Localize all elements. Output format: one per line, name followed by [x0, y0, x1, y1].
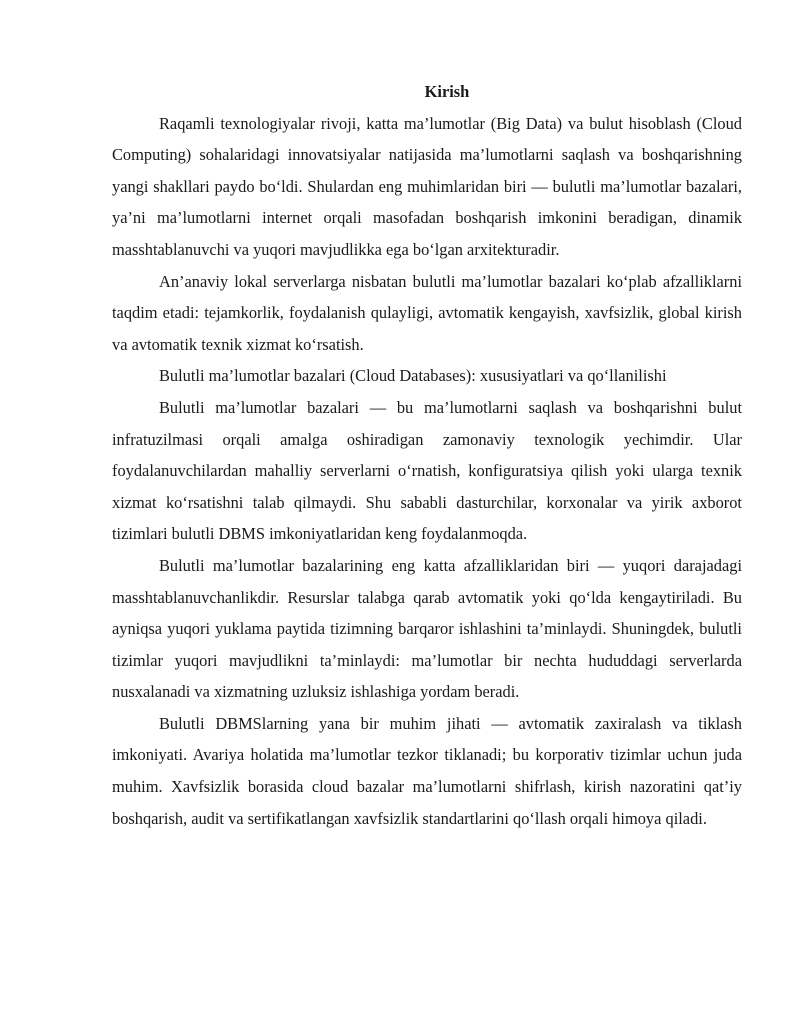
paragraph-intro: Raqamli texnologiyalar rivoji, katta ma’lumotlar (Big Data) va bulut hisoblash (Cloud Computing) sohalaridagi innovatsiyalar natijasida ma’lumotlarni saqlash va boshqarishning yangi shakllari paydo bo‘ldi. Shulardan eng muhimlaridan biri — bulutli ma’lumotlar bazalari, ya’ni ma’lumotlarni internet orqali masofadan boshqarish imkonini beradigan, dinamik masshtablanuvchi va yuqori mavjudlikka ega bo‘lgan arxitekturadir.: [112, 113, 742, 259]
section-heading: Bulutli ma’lumotlar bazalari (Cloud Databases): xususiyatlari va qo‘llanilishi: [159, 366, 667, 386]
paragraph-backup-security: Bulutli DBMSlarning yana bir muhim jihati — avtomatik zaxiralash va tiklash imkoniyati. Avariya holatida ma’lumotlar tezkor tiklanadi; bu korporativ tizimlar uchun juda muhim. Xavfsizlik borasida cloud bazalar ma’lumotlarni shifrlash, kirish nazoratini qat’iy boshqarish, audit va sertifikatlangan xavfsizlik standartlarini qo‘llash orqali himoya qiladi.: [112, 713, 742, 828]
paragraph-advantages: An’anaviy lokal serverlarga nisbatan bulutli ma’lumotlar bazalari ko‘plab afzalliklarni taqdim etadi: tejamkorlik, foydalanish qulayligi, avtomatik kengayish, xavfsizlik, global kirish va avtomatik texnik xizmat ko‘rsatish.: [112, 271, 742, 354]
document-body: [112, 76, 742, 834]
paragraph-scalability: Bulutli ma’lumotlar bazalarining eng katta afzalliklaridan biri — yuqori darajadagi masshtablanuvchanlikdir. Resurslar talabga qarab avtomatik yoki qo‘lda kengaytiriladi. Bu ayniqsa yuqori yuklama paytida tizimning barqaror ishlashini ta’minlaydi. Shuningdek, bulutli tizimlar yuqori mavjudlikni ta’minlaydi: ma’lumotlar bir nechta hududdagi serverlarda nusxalanadi va xizmatning uzluksiz ishlashiga yordam beradi.: [112, 555, 742, 702]
paragraph-definition: Bulutli ma’lumotlar bazalari — bu ma’lumotlarni saqlash va boshqarishni bulut infratuzilmasi orqali amalga oshiradigan zamonaviy texnologik yechimdir. Ular foydalanuvchilardan mahalliy serverlarni o‘rnatish, konfiguratsiya qilish yoki ularga texnik xizmat ko‘rsatishni talab qilmaydi. Shu sababli dasturchilar, korxonalar va yirik axborot tizimlari bulutli DBMS imkoniyatlaridan keng foydalanmoqda.: [112, 397, 742, 544]
document-title: Kirish: [424, 82, 470, 101]
